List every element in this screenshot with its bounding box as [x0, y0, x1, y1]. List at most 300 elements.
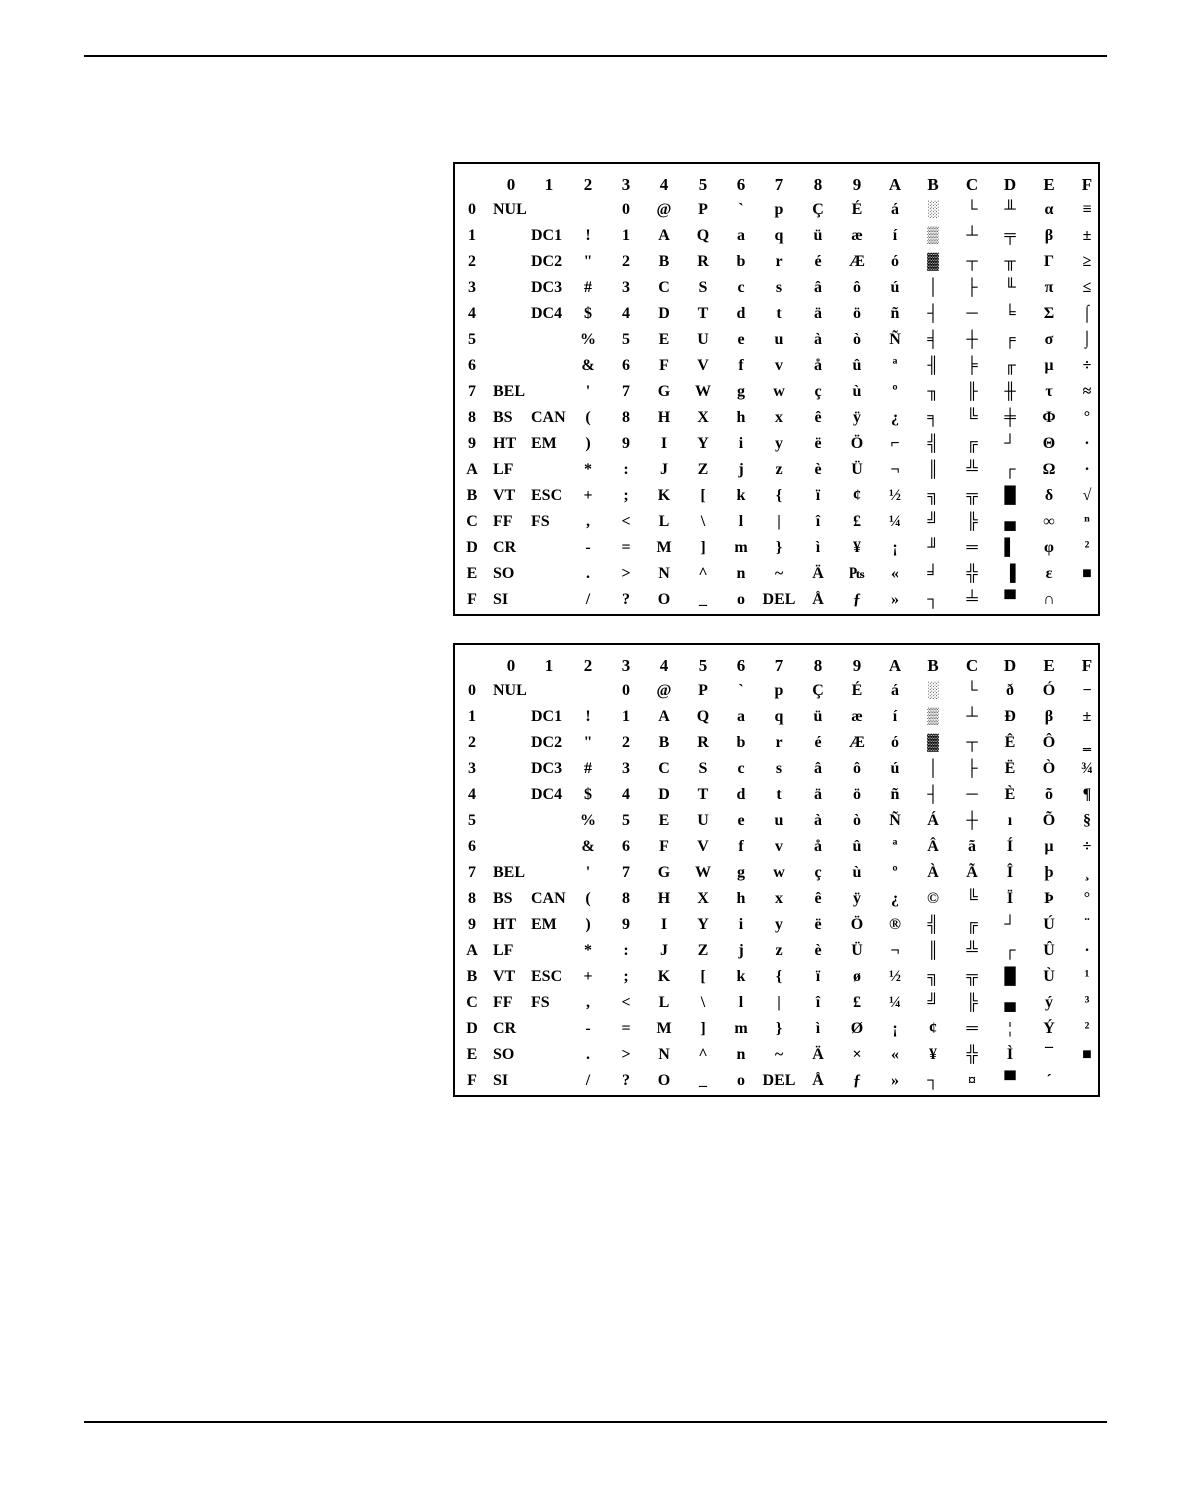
- char-cell: ¿: [891, 409, 899, 426]
- char-cell: í: [892, 227, 898, 244]
- char-cell: *: [584, 942, 592, 959]
- char-cell: ý: [1045, 994, 1053, 1011]
- row-header: 9: [468, 435, 476, 452]
- char-cell: o: [737, 1072, 745, 1089]
- char-cell: Î: [1006, 864, 1014, 881]
- char-cell: Â: [927, 838, 939, 855]
- char-cell: û: [852, 357, 862, 374]
- char-cell: ¡: [892, 1020, 898, 1037]
- row-header: 5: [468, 812, 476, 829]
- char-cell: CR: [493, 1020, 517, 1037]
- char-cell: VT: [493, 487, 516, 504]
- char-cell: È: [1004, 786, 1016, 803]
- char-cell: 5: [622, 812, 630, 829]
- char-cell: .: [586, 1046, 590, 1063]
- char-cell: Ó: [1042, 682, 1056, 699]
- char-cell: ╕: [927, 409, 939, 426]
- char-cell: EM: [531, 435, 557, 452]
- char-cell: S: [698, 279, 708, 296]
- char-cell: FS: [531, 513, 550, 530]
- char-cell: M: [656, 1020, 672, 1037]
- char-cell: ─: [966, 786, 978, 803]
- char-cell: ╓: [1004, 357, 1016, 374]
- char-cell: »: [891, 1072, 899, 1089]
- char-cell: β: [1044, 227, 1054, 244]
- char-cell: a: [737, 227, 745, 244]
- char-cell: Æ: [849, 253, 865, 270]
- char-cell: ¯: [1045, 1046, 1053, 1063]
- column-header: F: [1081, 656, 1093, 675]
- char-cell: 7: [622, 383, 630, 400]
- char-cell: ESC: [531, 487, 563, 504]
- char-cell: ╚: [966, 409, 978, 426]
- char-cell: ┐: [927, 1072, 939, 1089]
- char-cell: Å: [812, 591, 824, 608]
- column-header: 7: [774, 656, 784, 675]
- char-cell: ▓: [927, 734, 939, 751]
- char-cell: Ñ: [889, 331, 901, 348]
- char-cell: Ï: [1006, 890, 1014, 907]
- row-header: D: [466, 539, 478, 556]
- char-cell: ;: [623, 968, 629, 985]
- char-cell: £: [853, 994, 861, 1011]
- char-cell: ╫: [1004, 383, 1016, 400]
- char-cell: ~: [774, 1046, 784, 1063]
- row-header: 0: [468, 201, 476, 218]
- char-cell: ú: [890, 279, 900, 296]
- char-cell: ▀: [1004, 1072, 1016, 1089]
- char-cell: ≤: [1082, 279, 1092, 296]
- char-cell: À: [927, 864, 939, 881]
- char-cell: ≥: [1082, 253, 1092, 270]
- char-cell: ·: [1084, 942, 1090, 959]
- char-cell: NUL: [493, 201, 527, 218]
- char-cell: ■: [1082, 565, 1092, 582]
- char-cell: ═: [966, 1020, 978, 1037]
- char-cell: ?: [622, 591, 630, 608]
- char-cell: 5: [622, 331, 630, 348]
- char-cell: DEL: [762, 591, 796, 608]
- char-cell: =: [621, 1020, 631, 1037]
- char-cell: -: [585, 539, 591, 556]
- char-cell: n: [736, 565, 746, 582]
- column-header: C: [965, 656, 979, 675]
- top-rule: [84, 55, 1107, 57]
- char-cell: └: [966, 682, 978, 699]
- char-cell: ù: [852, 864, 862, 881]
- column-header: 8: [813, 656, 823, 675]
- char-cell: CAN: [531, 890, 566, 907]
- char-cell: a: [737, 708, 745, 725]
- char-cell: ▄: [1004, 994, 1016, 1011]
- char-cell: b: [736, 253, 746, 270]
- char-cell: π: [1044, 279, 1054, 296]
- char-cell: è: [814, 461, 822, 478]
- row-header: C: [466, 513, 478, 530]
- char-cell: ╬: [966, 1046, 978, 1063]
- char-cell: P: [698, 682, 708, 699]
- char-cell: ±: [1082, 227, 1092, 244]
- char-cell: ⁿ: [1084, 513, 1090, 530]
- char-cell: ë: [814, 916, 822, 933]
- char-cell: ù: [852, 383, 862, 400]
- char-cell: :: [623, 942, 629, 959]
- char-cell: DC2: [531, 734, 563, 751]
- column-header: 2: [583, 175, 593, 194]
- char-cell: ╡: [927, 331, 939, 348]
- char-cell: Θ: [1042, 435, 1056, 452]
- row-header: 1: [468, 227, 476, 244]
- char-cell: √: [1082, 487, 1092, 504]
- char-cell: ¾: [1081, 760, 1093, 777]
- char-cell: z: [775, 461, 783, 478]
- char-cell: ┬: [966, 253, 978, 270]
- char-cell: ╙: [1004, 279, 1016, 296]
- char-cell: DC1: [531, 227, 563, 244]
- char-cell: ▒: [927, 708, 939, 725]
- column-header: 0: [506, 175, 516, 194]
- row-header: 3: [468, 279, 476, 296]
- char-cell: g: [737, 864, 745, 881]
- row-header: F: [467, 591, 477, 608]
- row-header: D: [466, 1020, 478, 1037]
- char-cell: Ü: [851, 461, 863, 478]
- char-cell: A: [658, 708, 670, 725]
- char-cell: Û: [1043, 942, 1055, 959]
- char-cell: ü: [813, 708, 823, 725]
- char-cell: ▌: [1004, 539, 1016, 556]
- char-cell: o: [737, 591, 745, 608]
- char-cell: ╞: [966, 357, 978, 374]
- char-cell: ,: [586, 994, 590, 1011]
- char-cell: ┴: [966, 708, 978, 725]
- char-cell: 0: [622, 201, 630, 218]
- char-cell: DC3: [531, 760, 563, 777]
- char-cell: V: [697, 357, 709, 374]
- char-cell: *: [584, 461, 592, 478]
- char-cell: E: [658, 812, 670, 829]
- char-cell: ╔: [966, 435, 978, 452]
- char-cell: ╤: [1004, 227, 1016, 244]
- char-cell: c: [737, 760, 745, 777]
- column-header: B: [927, 656, 939, 675]
- char-cell: æ: [851, 227, 863, 244]
- char-cell: ¥: [853, 539, 861, 556]
- char-cell: ': [585, 383, 591, 400]
- char-cell: r: [775, 253, 783, 270]
- char-cell: δ: [1044, 487, 1054, 504]
- char-cell: â: [814, 279, 822, 296]
- char-cell: DC1: [531, 708, 563, 725]
- char-cell: U: [697, 331, 709, 348]
- char-cell: £: [853, 513, 861, 530]
- column-header: 9: [852, 656, 862, 675]
- char-cell: ╠: [966, 994, 978, 1011]
- char-cell: V: [697, 838, 709, 855]
- char-cell: t: [776, 305, 782, 322]
- column-header: 4: [659, 656, 669, 675]
- char-cell: HT: [493, 435, 517, 452]
- char-cell: k: [736, 968, 746, 985]
- char-cell: c: [737, 279, 745, 296]
- char-cell: ½: [889, 487, 901, 504]
- column-header: A: [888, 656, 902, 675]
- char-cell: Ù: [1043, 968, 1055, 985]
- char-cell: ║: [927, 461, 939, 478]
- char-cell: ╖: [927, 383, 939, 400]
- char-cell: Ô: [1042, 734, 1056, 751]
- char-cell: <: [621, 994, 631, 1011]
- char-cell: $: [584, 786, 592, 803]
- row-header: 1: [468, 708, 476, 725]
- char-cell: ▒: [927, 227, 939, 244]
- char-cell: ⌠: [1082, 305, 1092, 322]
- char-cell: !: [585, 227, 591, 244]
- char-cell: α: [1044, 201, 1054, 218]
- char-cell: x: [775, 890, 783, 907]
- char-cell: >: [621, 565, 631, 582]
- row-header: E: [466, 1046, 478, 1063]
- char-cell: C: [658, 760, 670, 777]
- char-cell: q: [774, 708, 784, 725]
- char-cell: ´: [1046, 1072, 1052, 1089]
- char-cell: º: [892, 864, 898, 881]
- char-cell: ¶: [1082, 786, 1092, 803]
- char-cell: K: [657, 487, 671, 504]
- char-cell: K: [657, 968, 671, 985]
- char-cell: }: [775, 1020, 783, 1037]
- row-header: B: [466, 487, 478, 504]
- column-header: 7: [774, 175, 784, 194]
- char-cell: @: [656, 201, 672, 218]
- char-cell: T: [697, 786, 709, 803]
- char-cell: DC4: [531, 305, 563, 322]
- char-cell: h: [736, 409, 746, 426]
- char-cell: ╝: [927, 994, 939, 1011]
- row-header: B: [466, 968, 478, 985]
- char-cell: ¨: [1084, 916, 1090, 933]
- char-cell: ô: [853, 760, 861, 777]
- char-cell: ¡: [892, 539, 898, 556]
- char-cell: \: [700, 513, 706, 530]
- char-cell: ì: [815, 1020, 821, 1037]
- char-cell: 8: [622, 409, 630, 426]
- column-header: E: [1043, 175, 1055, 194]
- char-cell: O: [657, 1072, 671, 1089]
- char-cell: |: [777, 994, 781, 1011]
- char-cell: ]: [700, 1020, 706, 1037]
- char-cell: DEL: [762, 1072, 796, 1089]
- char-cell: ^: [698, 1046, 708, 1063]
- char-cell: n: [736, 1046, 746, 1063]
- char-cell: º: [892, 383, 898, 400]
- char-cell: õ: [1045, 786, 1053, 803]
- char-cell: :: [623, 461, 629, 478]
- char-cell: Ú: [1043, 916, 1055, 933]
- char-cell: ╨: [1004, 201, 1016, 218]
- char-cell: H: [657, 890, 671, 907]
- char-cell: j: [738, 942, 744, 959]
- column-header: A: [888, 175, 902, 194]
- char-cell: M: [656, 539, 672, 556]
- char-cell: A: [658, 227, 670, 244]
- char-cell: D: [658, 786, 670, 803]
- char-cell: Á: [927, 812, 939, 829]
- row-header: C: [466, 994, 478, 1011]
- char-cell: 2: [622, 253, 630, 270]
- char-cell: w: [773, 864, 785, 881]
- char-cell: `: [738, 201, 744, 218]
- char-cell: µ: [1044, 357, 1054, 374]
- char-cell: ¿: [891, 890, 899, 907]
- char-cell: ╢: [927, 357, 939, 374]
- char-cell: y: [775, 435, 783, 452]
- char-cell: ÷: [1082, 838, 1092, 855]
- char-cell: (: [585, 890, 591, 907]
- char-cell: /: [585, 591, 591, 608]
- char-cell: «: [891, 1046, 899, 1063]
- char-cell: FF: [493, 994, 513, 1011]
- char-cell: ×: [852, 1046, 862, 1063]
- char-cell: BEL: [493, 383, 526, 400]
- char-cell: ?: [622, 1072, 630, 1089]
- char-cell: ³: [1084, 994, 1090, 1011]
- char-cell: H: [657, 409, 671, 426]
- char-cell: 6: [622, 357, 630, 374]
- char-cell: _: [699, 1072, 707, 1089]
- char-cell: x: [775, 409, 783, 426]
- char-cell: ²: [1084, 539, 1090, 556]
- char-cell: ╗: [927, 968, 939, 985]
- char-cell: ÷: [1082, 357, 1092, 374]
- char-cell: ╦: [966, 968, 978, 985]
- char-cell: Z: [697, 942, 709, 959]
- row-header: 5: [468, 331, 476, 348]
- char-cell: R: [697, 253, 709, 270]
- char-cell: ╧: [966, 591, 978, 608]
- char-cell: e: [737, 812, 745, 829]
- char-cell: ö: [853, 305, 861, 322]
- char-cell: z: [775, 942, 783, 959]
- column-header: 5: [698, 656, 708, 675]
- char-cell: <: [621, 513, 631, 530]
- char-cell: β: [1044, 708, 1054, 725]
- char-cell: 9: [622, 435, 630, 452]
- char-cell: G: [657, 383, 671, 400]
- char-cell: ª: [892, 357, 898, 374]
- char-cell: ∩: [1043, 591, 1055, 608]
- char-cell: !: [585, 708, 591, 725]
- char-cell: ╘: [1004, 305, 1016, 322]
- char-cell: SO: [493, 1046, 515, 1063]
- column-header: 0: [506, 656, 516, 675]
- char-cell: ,: [586, 513, 590, 530]
- char-cell: L: [658, 513, 670, 530]
- char-cell: ò: [853, 812, 861, 829]
- char-cell: CR: [493, 539, 517, 556]
- char-cell: FS: [531, 994, 550, 1011]
- char-cell: ▄: [1004, 513, 1016, 530]
- char-cell: Ü: [851, 942, 863, 959]
- char-cell: ç: [814, 864, 822, 881]
- char-cell: 1: [622, 708, 630, 725]
- char-cell: ~: [774, 565, 784, 582]
- column-header: D: [1003, 175, 1017, 194]
- char-cell: p: [774, 682, 784, 699]
- char-cell: Ç: [812, 201, 824, 218]
- char-cell: W: [695, 864, 711, 881]
- char-cell: R: [697, 734, 709, 751]
- char-cell: ®: [889, 916, 901, 933]
- char-cell: ¢: [853, 487, 861, 504]
- char-cell: s: [775, 279, 783, 296]
- char-cell: µ: [1044, 838, 1054, 855]
- char-cell: BS: [493, 409, 513, 426]
- char-cell: ╩: [966, 942, 978, 959]
- char-cell: ║: [927, 942, 939, 959]
- char-cell: [: [700, 968, 706, 985]
- char-cell: ░: [927, 201, 939, 218]
- char-cell: ╦: [966, 487, 978, 504]
- char-cell: à: [814, 331, 822, 348]
- row-header: 7: [468, 383, 476, 400]
- char-cell: l: [738, 994, 744, 1011]
- char-cell: 8: [622, 890, 630, 907]
- column-header: F: [1081, 175, 1093, 194]
- char-cell: h: [736, 890, 746, 907]
- char-cell: »: [891, 591, 899, 608]
- char-cell: Z: [697, 461, 709, 478]
- char-cell: ¦: [1008, 1020, 1012, 1037]
- char-cell: v: [775, 838, 783, 855]
- char-cell: J: [660, 461, 668, 478]
- char-cell: ε: [1045, 565, 1053, 582]
- char-cell: l: [738, 513, 744, 530]
- char-cell: ê: [814, 409, 822, 426]
- char-cell: ±: [1082, 708, 1092, 725]
- char-cell: CAN: [531, 409, 566, 426]
- char-cell: m: [734, 1020, 748, 1037]
- char-cell: &: [581, 838, 595, 855]
- char-cell: Y: [697, 435, 709, 452]
- char-cell: ░: [927, 682, 939, 699]
- row-header: F: [467, 1072, 477, 1089]
- char-cell: DC3: [531, 279, 563, 296]
- char-cell: g: [737, 383, 745, 400]
- char-cell: |: [777, 513, 781, 530]
- char-cell: Ý: [1043, 1020, 1055, 1037]
- char-cell: ⌐: [890, 435, 900, 452]
- char-cell: é: [814, 734, 822, 751]
- char-cell: \: [700, 994, 706, 1011]
- char-cell: F: [659, 357, 669, 374]
- char-cell: 4: [622, 786, 630, 803]
- char-cell: $: [584, 305, 592, 322]
- char-cell: ö: [853, 786, 861, 803]
- char-cell: ∙: [1085, 435, 1089, 452]
- char-cell: +: [583, 968, 593, 985]
- char-cell: ': [585, 864, 591, 881]
- char-cell: 2: [622, 734, 630, 751]
- char-cell: Ñ: [889, 812, 901, 829]
- column-header: 8: [813, 175, 823, 194]
- char-cell: %: [580, 812, 596, 829]
- char-cell: N: [658, 1046, 670, 1063]
- column-header: 2: [583, 656, 593, 675]
- char-cell: ê: [814, 890, 822, 907]
- char-cell: ó: [891, 734, 899, 751]
- char-cell: O: [657, 591, 671, 608]
